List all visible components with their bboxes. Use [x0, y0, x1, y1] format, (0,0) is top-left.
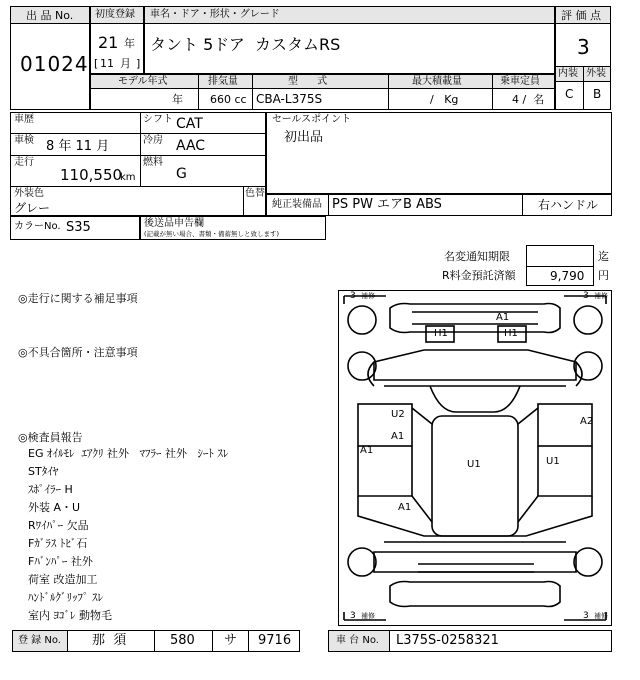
grade-label: 評 価 点: [561, 9, 601, 22]
sales-point: 初出品: [284, 130, 324, 145]
report-line: Rﾜｲﾊﾟｰ 欠品: [28, 519, 89, 532]
documents-note: (記載が無い場合、書類・備蓄無しと致します): [144, 230, 280, 238]
registration-area: 那 須: [92, 633, 127, 648]
report-line: ｽﾎﾟｲﾗｰ H: [28, 483, 73, 496]
type-label: 型 式: [288, 76, 328, 87]
report-line: ﾊﾝﾄﾞﾙｸﾞﾘｯﾌﾟ ｽﾚ: [28, 591, 103, 604]
mileage-unit: km: [120, 172, 136, 183]
exterior-grade: B: [593, 87, 602, 101]
repaint-label: 色替: [245, 188, 265, 199]
damage-mark: A2: [580, 416, 594, 427]
corner-label-top-left: 3: [350, 291, 356, 301]
damage-mark: A1: [496, 312, 510, 323]
interior-grade: C: [565, 87, 574, 101]
inspection-value: 8 年 11 月: [46, 139, 110, 154]
model-year-label: モデル年式: [118, 76, 168, 87]
report-line: 外装 A・U: [28, 501, 81, 514]
first-registration-month: 11: [100, 57, 114, 70]
sales-point-label: セールスポイント: [272, 114, 352, 125]
capacity: 4 / 名: [512, 93, 545, 106]
name-change-unit: 迄: [598, 250, 609, 263]
first-registration-year: 21: [98, 33, 119, 52]
damage-mark: A1: [391, 431, 405, 442]
inspector-report-label: ◎検査員報告: [18, 431, 83, 444]
color-number-label: カラーNo.: [14, 221, 61, 232]
name-change-field: [526, 245, 594, 267]
report-line: STﾀｲﾔ: [28, 465, 59, 478]
recycle-label: R料金預託済額: [442, 269, 516, 282]
defects-label: ◎不具合箇所・注意事項: [18, 346, 138, 359]
report-line: Fﾊﾞﾝﾊﾟｰ 社外: [28, 555, 93, 568]
mileage-label: 走行: [14, 157, 34, 168]
steering: 右ハンドル: [538, 198, 599, 212]
corner-sub-bottom-left: 補修: [361, 612, 375, 620]
max-load-label: 最大積載量: [412, 76, 462, 87]
displacement-label: 排気量: [208, 76, 238, 87]
equipment-label: 純正装備品: [272, 199, 322, 210]
corner-label-top-right: 3: [583, 291, 589, 301]
equipment: PS PW エアB ABS: [332, 197, 442, 212]
registration-class: 580: [170, 633, 195, 648]
recycle-unit: 円: [598, 269, 609, 282]
displacement: 660 cc: [210, 93, 247, 106]
mileage-value: 110,550: [60, 166, 123, 184]
damage-mark: H1: [504, 328, 518, 339]
report-line: Fｶﾞﾗｽ ﾄﾋﾞ石: [28, 537, 88, 550]
exterior-grade-label: 外装: [586, 68, 606, 79]
chassis-number: L375S-0258321: [396, 633, 499, 648]
report-line: 荷室 改造加工: [28, 573, 98, 586]
exterior-color-label: 外装色: [14, 188, 44, 199]
ac-value: AAC: [176, 138, 206, 154]
damage-mark: H1: [434, 328, 448, 339]
damage-mark: U1: [467, 459, 481, 470]
ac-label: 冷房: [143, 135, 163, 146]
damage-mark: U1: [546, 456, 560, 467]
name-change-label: 名変通知期限: [444, 250, 510, 263]
fuel-label: 燃料: [143, 157, 163, 168]
registration-kana: サ: [224, 633, 238, 648]
model-name: タント 5ドア カスタムRS: [150, 35, 341, 54]
vehicle-type: CBA-L375S: [256, 92, 323, 106]
shift-label: シフト: [143, 114, 173, 125]
corner-sub-top-left: 補修: [361, 292, 375, 300]
driving-notes-label: ◎走行に関する補足事項: [18, 292, 138, 305]
shift-value: CAT: [176, 116, 203, 132]
recycle-amount: 9,790: [550, 269, 585, 283]
fuel-value: G: [176, 166, 187, 182]
capacity-label: 乗車定員: [500, 76, 540, 87]
corner-sub-top-right: 補修: [594, 292, 608, 300]
max-load: / Kg: [430, 93, 459, 106]
damage-mark: U2: [391, 409, 405, 420]
inspection-label: 車検: [14, 135, 34, 146]
corner-label-bottom-left: 3: [350, 611, 356, 621]
lot-number: 01024: [20, 52, 89, 76]
model-year-unit: 年: [172, 93, 183, 106]
corner-label-bottom-right: 3: [583, 611, 589, 621]
documents-label: 後送品申告欄: [144, 218, 204, 229]
corner-sub-bottom-right: 補修: [594, 612, 608, 620]
overall-grade: 3: [577, 35, 590, 59]
interior-grade-label: 内装: [558, 68, 578, 79]
car-outline: [338, 290, 612, 626]
lot-number-label: 出 品 No.: [26, 9, 74, 22]
registration-label: 登 録 No.: [18, 635, 61, 646]
chassis-label: 車 台 No.: [336, 635, 379, 646]
report-line: EG ｵｲﾙﾓﾚ ｴｱｸﾘ 社外 ﾏﾌﾗｰ 社外 ｼｰﾄ ｽﾚ: [28, 447, 229, 460]
history-label: 車歴: [14, 114, 34, 125]
exterior-color: グレー: [14, 201, 51, 215]
damage-mark: A1: [398, 502, 412, 513]
first-registration-label: 初度登録: [95, 9, 135, 20]
model-name-label: 車名・ドア・形状・グレード: [150, 9, 280, 20]
color-number: S35: [66, 220, 91, 235]
damage-mark: A1: [360, 445, 374, 456]
registration-number: 9716: [258, 633, 292, 648]
report-line: 室内 ﾖｺﾞﾚ 動物毛: [28, 609, 112, 622]
